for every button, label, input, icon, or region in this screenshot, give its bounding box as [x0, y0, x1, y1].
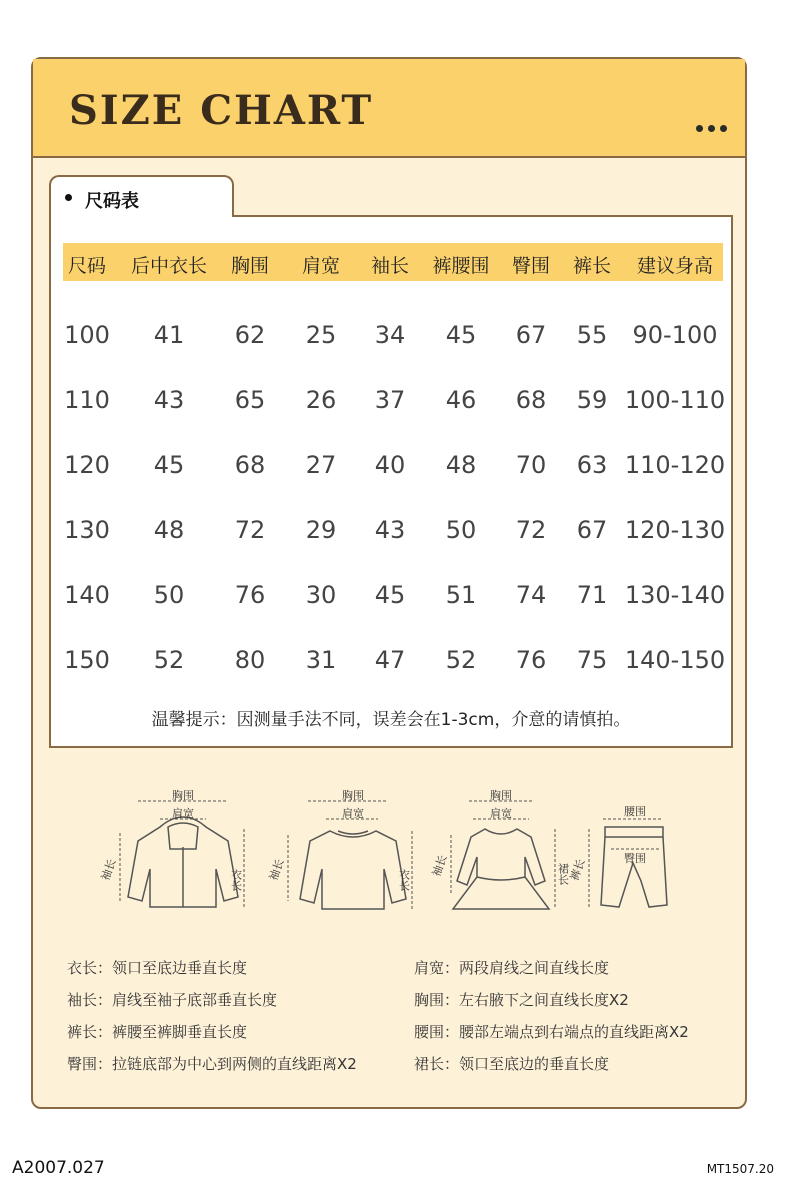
size-table-tab: [49, 175, 234, 217]
table-cell: 52: [445, 646, 477, 674]
column-header: 裤长: [572, 255, 612, 277]
table-cell: 130-140: [624, 581, 726, 609]
table-cell: 51: [445, 581, 477, 609]
definition-item: 裤长：裤腰至裤脚垂直长度: [67, 1023, 248, 1041]
table-cell: 76: [234, 581, 266, 609]
table-cell: 100: [64, 321, 110, 349]
product-code-right: MT1507.20: [706, 1162, 774, 1176]
definition-item: 袖长：肩线至袖子底部垂直长度: [67, 991, 278, 1009]
table-cell: 63: [576, 451, 608, 479]
table-cell: 67: [515, 321, 547, 349]
table-cell: 72: [515, 516, 547, 544]
table-cell: 71: [576, 581, 608, 609]
hoodie-chest-label: 胸围: [172, 789, 194, 802]
table-cell: 67: [576, 516, 608, 544]
table-row: [63, 577, 726, 617]
table-header: [63, 243, 723, 281]
definition-item: 臀围：拉链底部为中心到两侧的直线距离X2: [67, 1055, 357, 1073]
table-cell: 75: [576, 646, 608, 674]
hoodie-measure-illustration: [98, 789, 248, 929]
table-cell: 43: [374, 516, 406, 544]
sweater-chest-label: 胸围: [342, 789, 364, 802]
table-cell: 59: [576, 386, 608, 414]
table-cell: 110-120: [624, 451, 726, 479]
size-table: [49, 215, 733, 748]
tab-label: 尺码表: [85, 191, 139, 212]
table-cell: 120-130: [624, 516, 726, 544]
table-cell: 50: [445, 516, 477, 544]
table-cell: 55: [576, 321, 608, 349]
table-cell: 40: [374, 451, 406, 479]
table-cell: 70: [515, 451, 547, 479]
table-cell: 30: [305, 581, 337, 609]
table-cell: 80: [234, 646, 266, 674]
hoodie-sleeve-label: 袖长: [98, 857, 119, 883]
table-cell: 62: [234, 321, 266, 349]
column-header: 肩宽: [301, 255, 341, 277]
table-cell: 120: [64, 451, 110, 479]
table-row: [63, 642, 726, 682]
table-cell: 46: [445, 386, 477, 414]
hoodie-length-label: 衣长: [229, 869, 243, 891]
table-cell: 48: [445, 451, 477, 479]
product-code-left: A2007.027: [12, 1158, 105, 1178]
pants-hip-label: 臀围: [624, 852, 646, 865]
dress-length-label: 裙长: [556, 863, 570, 885]
pants-length-label: 裤长: [567, 857, 588, 883]
column-header: 尺码: [67, 255, 107, 277]
table-cell: 72: [234, 516, 266, 544]
table-cell: 140-150: [624, 646, 726, 674]
table-row: [63, 382, 726, 422]
dress-shoulder-label: 肩宽: [490, 807, 512, 820]
table-cell: 25: [305, 321, 337, 349]
header-band: [33, 59, 745, 158]
column-header: 后中衣长: [130, 255, 208, 277]
definition-item: 胸围：左右腋下之间直线长度X2: [414, 991, 629, 1009]
table-cell: 45: [445, 321, 477, 349]
page-title: SIZE CHART: [69, 87, 374, 134]
table-cell: 150: [64, 646, 110, 674]
more-dots-icon: [696, 125, 727, 132]
table-cell: 68: [515, 386, 547, 414]
column-header: 建议身高: [636, 255, 714, 277]
table-cell: 130: [64, 516, 110, 544]
table-cell: 41: [153, 321, 185, 349]
table-cell: 52: [153, 646, 185, 674]
table-cell: 140: [64, 581, 110, 609]
table-cell: 34: [374, 321, 406, 349]
dress-sleeve-label: 袖长: [429, 853, 450, 879]
table-cell: 100-110: [624, 386, 726, 414]
dress-chest-label: 胸围: [490, 789, 512, 802]
table-cell: 65: [234, 386, 266, 414]
table-cell: 31: [305, 646, 337, 674]
definition-item: 肩宽：两段肩线之间直线长度: [414, 959, 610, 977]
table-cell: 37: [374, 386, 406, 414]
table-cell: 74: [515, 581, 547, 609]
size-chart-card: [31, 57, 747, 1109]
measurement-note: 温馨提示：因测量手法不同，误差会在1-3cm，介意的请慎拍。: [151, 710, 631, 730]
table-cell: 110: [64, 386, 110, 414]
table-cell: 68: [234, 451, 266, 479]
table-cell: 76: [515, 646, 547, 674]
table-cell: 50: [153, 581, 185, 609]
sweater-shoulder-label: 肩宽: [342, 807, 364, 820]
table-cell: 43: [153, 386, 185, 414]
table-row: [63, 447, 726, 487]
table-row: [63, 317, 723, 357]
sweater-length-label: 衣长: [397, 869, 411, 891]
table-row: [63, 512, 726, 552]
sweater-measure-illustration: [268, 789, 418, 929]
pants-waist-label: 腰围: [624, 805, 646, 818]
table-cell: 45: [153, 451, 185, 479]
definition-item: 腰围：腰部左端点到右端点的直线距离X2: [414, 1023, 689, 1041]
table-cell: 45: [374, 581, 406, 609]
column-header: 臀围: [511, 255, 551, 277]
table-cell: 26: [305, 386, 337, 414]
definition-item: 衣长：领口至底边垂直长度: [67, 959, 248, 977]
table-cell: 27: [305, 451, 337, 479]
dress-measure-illustration: [429, 789, 583, 929]
table-cell: 29: [305, 516, 337, 544]
table-cell: 90-100: [632, 321, 718, 349]
column-header: 胸围: [230, 255, 270, 277]
column-header: 裤腰围: [432, 255, 490, 277]
bullet-icon: [65, 194, 72, 201]
definition-item: 裙长：领口至底边的垂直长度: [414, 1055, 610, 1073]
table-cell: 48: [153, 516, 185, 544]
sweater-sleeve-label: 袖长: [266, 857, 287, 883]
pants-measure-illustration: [567, 789, 721, 929]
table-cell: 47: [374, 646, 406, 674]
column-header: 袖长: [370, 255, 410, 277]
hoodie-shoulder-label: 肩宽: [172, 807, 194, 820]
